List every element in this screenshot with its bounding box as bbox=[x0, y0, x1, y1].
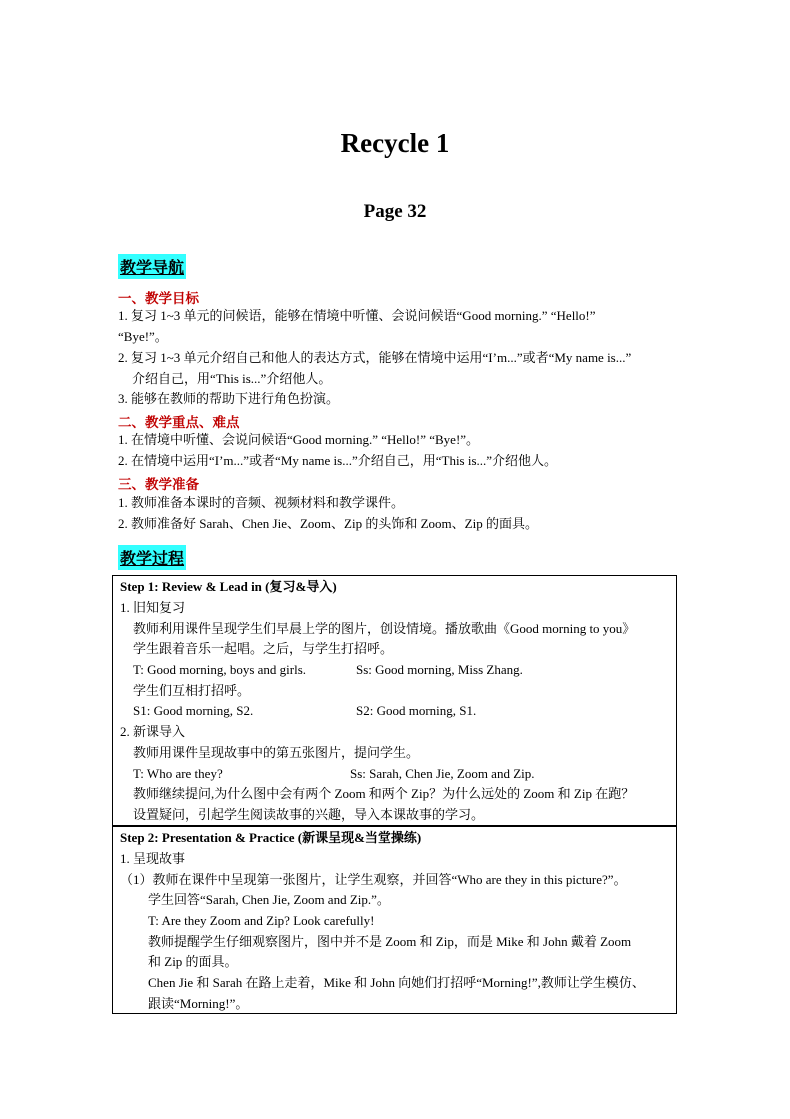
step2-line: 和 Zip 的面具。 bbox=[148, 954, 238, 969]
step1-line: 设置疑问，引起学生阅读故事的兴趣，导入本课故事的学习。 bbox=[133, 807, 485, 822]
step2-title: Step 2: Presentation & Practice (新课呈现&当堂操练) bbox=[120, 830, 422, 845]
step1-line: 教师继续提问,为什么图中会有两个 Zoom 和两个 Zip？为什么远处的 Zoom 和 Zip 在跑？ bbox=[133, 786, 635, 801]
prep-heading: 三、教学准备 bbox=[118, 477, 199, 493]
step2-line: 跟读“Morning!”。 bbox=[148, 996, 249, 1011]
step1-sub1: 1. 旧知复习 bbox=[120, 600, 186, 615]
key-line: 1. 在情境中听懂、会说问候语“Good morning.” “Hello!” “Bye!”。 bbox=[118, 432, 480, 447]
step2-box bbox=[112, 826, 677, 1014]
dialogue-line: Ss: Good morning, Miss Zhang. bbox=[356, 662, 523, 677]
key-heading: 二、教学重点、难点 bbox=[118, 415, 240, 431]
nav-heading: 教学导航 bbox=[118, 254, 186, 279]
goal-line: 2. 复习 1~3 单元介绍自己和他人的表达方式，能够在情境中运用“I’m...”或者“My name is...” bbox=[118, 350, 632, 365]
step1-sub2: 2. 新课导入 bbox=[120, 724, 186, 739]
dialogue-line: T: Who are they? bbox=[133, 766, 223, 781]
step1-line: 学生跟着音乐一起唱。之后，与学生打招呼。 bbox=[133, 641, 394, 656]
page-title: Recycle 1 bbox=[340, 128, 450, 158]
step1-title: Step 1: Review & Lead in (复习&导入) bbox=[120, 579, 337, 594]
goal-line: 介绍自己，用“This is...”介绍他人。 bbox=[132, 371, 332, 386]
step2-line: 教师提醒学生仔细观察图片，图中并不是 Zoom 和 Zip，而是 Mike 和 John 戴着 Zoom bbox=[148, 934, 632, 949]
prep-line: 2. 教师准备好 Sarah、Chen Jie、Zoom、Zip 的头饰和 Zoom、Zip 的面具。 bbox=[118, 516, 538, 531]
key-line: 2. 在情境中运用“I’m...”或者“My name is...”介绍自己，用“This is...”介绍他人。 bbox=[118, 453, 558, 468]
step2-line: Chen Jie 和 Sarah 在路上走着，Mike 和 John 向她们打招呼“Morning!”,教师让学生模仿、 bbox=[148, 975, 645, 990]
step1-line: 教师利用课件呈现学生们早晨上学的图片，创设情境。播放歌曲《Good morning to you》 bbox=[133, 621, 636, 636]
step2-sub1: 1. 呈现故事 bbox=[120, 851, 186, 866]
process-heading: 教学过程 bbox=[118, 545, 186, 570]
step2-line: （1）教师在课件中呈现第一张图片，让学生观察，并回答“Who are they in this picture?”。 bbox=[120, 872, 627, 887]
dialogue-line: T: Good morning, boys and girls. bbox=[133, 662, 307, 677]
step1-box bbox=[112, 575, 677, 826]
step1-line: 教师用课件呈现故事中的第五张图片，提问学生。 bbox=[133, 745, 420, 760]
step2-line: T: Are they Zoom and Zip? Look carefully! bbox=[148, 913, 375, 928]
prep-line: 1. 教师准备本课时的音频、视频材料和教学课件。 bbox=[118, 495, 405, 510]
goal-line: 1. 复习 1~3 单元的问候语，能够在情境中听懂、会说问候语“Good morning.” “Hello!” bbox=[118, 308, 596, 323]
goals-heading: 一、教学目标 bbox=[118, 291, 199, 307]
step2-line: 学生回答“Sarah, Chen Jie, Zoom and Zip.”。 bbox=[148, 892, 390, 907]
dialogue-line: S2: Good morning, S1. bbox=[356, 703, 477, 718]
dialogue-line: Ss: Sarah, Chen Jie, Zoom and Zip. bbox=[350, 766, 535, 781]
dialogue-line: S1: Good morning, S2. bbox=[133, 703, 254, 718]
goal-line: 3. 能够在教师的帮助下进行角色扮演。 bbox=[118, 391, 340, 406]
goal-line: “Bye!”。 bbox=[118, 329, 168, 344]
page-subtitle: Page 32 bbox=[363, 201, 427, 222]
step1-line: 学生们互相打招呼。 bbox=[133, 683, 251, 698]
